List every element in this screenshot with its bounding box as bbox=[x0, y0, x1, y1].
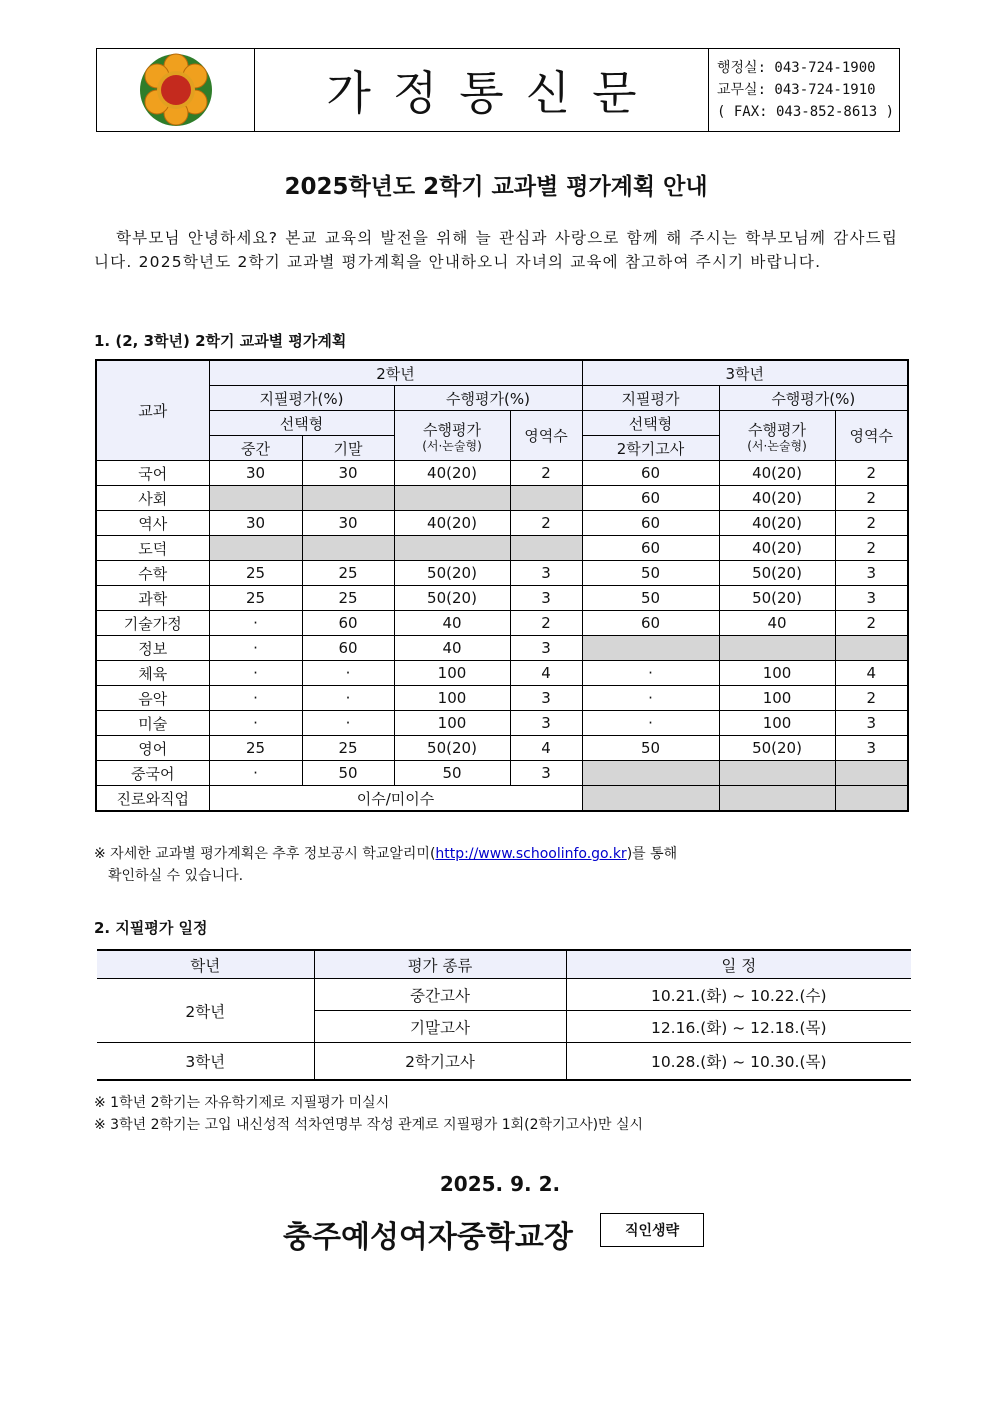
grade2-value-cell: 25 bbox=[302, 586, 394, 611]
school-logo-cell bbox=[97, 49, 286, 146]
grade2-value-cell: 40 bbox=[394, 611, 510, 636]
header-type: 평가 종류 bbox=[314, 950, 566, 979]
grade3-value-cell: 60 bbox=[582, 536, 719, 561]
header-g2-written: 지필평가(%) bbox=[209, 386, 394, 411]
grade3-value-cell: 3 bbox=[835, 736, 908, 761]
grade3-value-cell: 40(20) bbox=[719, 461, 835, 486]
grade2-value-cell: 3 bbox=[510, 686, 582, 711]
perf-eval-label: 수행평가 bbox=[748, 421, 807, 439]
grade2-value-cell: 30 bbox=[302, 511, 394, 536]
grade2-value-cell: 3 bbox=[510, 711, 582, 736]
note-line2: 확인하실 수 있습니다. bbox=[108, 868, 244, 884]
empty-cell bbox=[835, 636, 908, 661]
grade2-value-cell: 2 bbox=[510, 611, 582, 636]
header-final: 기말 bbox=[302, 436, 394, 461]
empty-cell bbox=[209, 536, 302, 561]
exam-schedule-table bbox=[97, 949, 911, 1081]
grade3-value-cell: 2 bbox=[835, 536, 908, 561]
header-grade: 학년 bbox=[97, 950, 314, 979]
section2-title: 2. 지필평가 일정 bbox=[94, 919, 208, 937]
header-subject: 교과 bbox=[96, 360, 209, 461]
empty-cell bbox=[510, 536, 582, 561]
grade2-value-cell: 50(20) bbox=[394, 736, 510, 761]
header-g2-areas: 영역수 bbox=[510, 411, 582, 461]
grade3-value-cell: · bbox=[582, 686, 719, 711]
note-suffix: )를 통해 bbox=[626, 846, 678, 862]
empty-cell bbox=[394, 536, 510, 561]
grade2-cell: 2학년 bbox=[97, 979, 314, 1043]
table-row bbox=[96, 611, 908, 636]
empty-cell bbox=[209, 486, 302, 511]
subject-cell: 미술 bbox=[96, 711, 209, 736]
grade3-value-cell: 2 bbox=[835, 611, 908, 636]
grade2-value-cell: 60 bbox=[302, 636, 394, 661]
contact-fax: ( FAX: 043-852-8613 ) bbox=[717, 104, 895, 120]
grade2-value-cell: · bbox=[209, 711, 302, 736]
letterhead bbox=[96, 48, 900, 146]
note-prefix: ※ 자세한 교과별 평가계획은 추후 정보공시 학교알리미( bbox=[94, 846, 436, 862]
grade3-value-cell: · bbox=[582, 711, 719, 736]
header-g3-perf-eval bbox=[719, 411, 835, 461]
grade3-value-cell: 2 bbox=[835, 511, 908, 536]
grade3-value-cell: 40(20) bbox=[719, 511, 835, 536]
grade3-value-cell: 3 bbox=[835, 586, 908, 611]
grade3-value-cell: 50(20) bbox=[719, 736, 835, 761]
subject-cell: 국어 bbox=[96, 461, 209, 486]
schedule-note-2: ※ 3학년 2학기는 고입 내신성적 석차연명부 작성 관계로 지필평가 1회(2학기고사)만 실시 bbox=[94, 1117, 644, 1133]
header-g3-areas: 영역수 bbox=[835, 411, 908, 461]
grade3-value-cell: 40(20) bbox=[719, 536, 835, 561]
grade2-value-cell: 40 bbox=[394, 636, 510, 661]
empty-cell bbox=[582, 636, 719, 661]
school-emblem-icon bbox=[138, 52, 214, 128]
subject-cell: 정보 bbox=[96, 636, 209, 661]
grade3-value-cell: 100 bbox=[719, 686, 835, 711]
subject-cell: 과학 bbox=[96, 586, 209, 611]
grade3-value-cell: 2 bbox=[835, 461, 908, 486]
grade3-value-cell: 50 bbox=[582, 736, 719, 761]
grade2-value-cell: · bbox=[209, 686, 302, 711]
table-row bbox=[96, 661, 908, 686]
grade3-value-cell: 40(20) bbox=[719, 486, 835, 511]
mid-dates-cell: 10.21.(화) ~ 10.22.(수) bbox=[566, 979, 911, 1011]
grade2-value-cell: 3 bbox=[510, 636, 582, 661]
grade3-value-cell: 60 bbox=[582, 461, 719, 486]
essay-label: (서·논술형) bbox=[422, 439, 482, 453]
grade2-value-cell: · bbox=[209, 636, 302, 661]
subject-cell: 음악 bbox=[96, 686, 209, 711]
final-exam-cell: 기말고사 bbox=[314, 1011, 566, 1043]
grade2-value-cell: 25 bbox=[209, 561, 302, 586]
empty-cell bbox=[302, 486, 394, 511]
grade2-value-cell: · bbox=[209, 761, 302, 786]
grade2-value-cell: 50 bbox=[302, 761, 394, 786]
final-dates-cell: 12.16.(화) ~ 12.18.(목) bbox=[566, 1011, 911, 1043]
grade2-value-cell: 40(20) bbox=[394, 511, 510, 536]
header-mid: 중간 bbox=[209, 436, 302, 461]
mid-exam-cell: 중간고사 bbox=[314, 979, 566, 1011]
grade3-value-cell: 50(20) bbox=[719, 586, 835, 611]
empty-cell bbox=[835, 786, 908, 812]
grade3-value-cell: 50 bbox=[582, 561, 719, 586]
subject-career: 진로와직업 bbox=[96, 786, 209, 812]
grade2-value-cell: 4 bbox=[510, 736, 582, 761]
grade3-value-cell: 4 bbox=[835, 661, 908, 686]
letter-title: 가정통신문 bbox=[326, 66, 659, 120]
grade3-value-cell: 2 bbox=[835, 486, 908, 511]
table-row bbox=[96, 536, 908, 561]
section1-title: 1. (2, 3학년) 2학기 교과별 평가계획 bbox=[94, 332, 347, 350]
grade3-value-cell: 50 bbox=[582, 586, 719, 611]
grade2-value-cell: 25 bbox=[302, 736, 394, 761]
table-row bbox=[96, 461, 908, 486]
contact-admin: 행정실: 043-724-1900 bbox=[717, 60, 876, 76]
term-exam-cell: 2학기고사 bbox=[314, 1043, 566, 1080]
grade2-value-cell: · bbox=[209, 611, 302, 636]
table-row bbox=[96, 561, 908, 586]
grade3-value-cell: 2 bbox=[835, 686, 908, 711]
subject-cell: 중국어 bbox=[96, 761, 209, 786]
term-dates-cell: 10.28.(화) ~ 10.30.(목) bbox=[566, 1043, 911, 1080]
evaluation-plan-table bbox=[95, 359, 909, 812]
subject-cell: 사회 bbox=[96, 486, 209, 511]
grade3-value-cell: 3 bbox=[835, 711, 908, 736]
grade2-value-cell: 50 bbox=[394, 761, 510, 786]
empty-cell bbox=[302, 536, 394, 561]
grade2-value-cell: 25 bbox=[209, 586, 302, 611]
subject-cell: 도덕 bbox=[96, 536, 209, 561]
header-g3-perf: 수행평가(%) bbox=[719, 386, 908, 411]
empty-cell bbox=[394, 486, 510, 511]
grade3-value-cell: 50(20) bbox=[719, 561, 835, 586]
empty-cell bbox=[719, 761, 835, 786]
grade2-value-cell: 50(20) bbox=[394, 561, 510, 586]
empty-cell bbox=[582, 761, 719, 786]
grade2-value-cell: 40(20) bbox=[394, 461, 510, 486]
grade2-value-cell: 3 bbox=[510, 586, 582, 611]
grade2-value-cell: 2 bbox=[510, 511, 582, 536]
grade2-value-cell: 2 bbox=[510, 461, 582, 486]
schedule-note-1: ※ 1학년 2학기는 자유학기제로 지필평가 미실시 bbox=[94, 1095, 390, 1111]
grade2-value-cell: 30 bbox=[302, 461, 394, 486]
letter-title-cell bbox=[255, 49, 709, 131]
subject-cell: 기술가정 bbox=[96, 611, 209, 636]
seal-omitted-box: 직인생략 bbox=[600, 1213, 704, 1247]
contact-info bbox=[709, 49, 899, 131]
table-row bbox=[96, 711, 908, 736]
intro-paragraph: 학부모님 안녕하세요? 본교 교육의 발전을 위해 늘 관심과 사랑으로 함께 해 주시는 학부모님께 감사드립니다. 2025학년도 2학기 교과별 평가계획을 안내하오니 자녀의 교육에 참고하여 주시기 바랍니다. bbox=[94, 229, 898, 271]
table-row bbox=[96, 686, 908, 711]
grade3-value-cell: 60 bbox=[582, 511, 719, 536]
grade2-value-cell: 25 bbox=[302, 561, 394, 586]
grade3-value-cell: 40 bbox=[719, 611, 835, 636]
grade3-value-cell: 60 bbox=[582, 611, 719, 636]
principal-signature: 충주예성여자중학교장 bbox=[283, 1220, 573, 1255]
subject-cell: 역사 bbox=[96, 511, 209, 536]
grade2-value-cell: 100 bbox=[394, 686, 510, 711]
essay-label: (서·논술형) bbox=[747, 439, 807, 453]
schoolinfo-link[interactable]: http://www.schoolinfo.go.kr bbox=[435, 846, 627, 862]
empty-cell bbox=[582, 786, 719, 812]
plan-note bbox=[94, 843, 904, 887]
document-title: 2025학년도 2학기 교과별 평가계획 안내 bbox=[284, 174, 708, 200]
header-grade3: 3학년 bbox=[582, 360, 908, 386]
subject-cell: 영어 bbox=[96, 736, 209, 761]
header-g2-selective: 선택형 bbox=[209, 411, 394, 436]
header-g3-written: 지필평가 bbox=[582, 386, 719, 411]
header-g2-perf: 수행평가(%) bbox=[394, 386, 582, 411]
grade2-value-cell: 3 bbox=[510, 561, 582, 586]
table-row bbox=[96, 761, 908, 786]
grade3-value-cell: 3 bbox=[835, 561, 908, 586]
grade2-value-cell: 30 bbox=[209, 511, 302, 536]
grade2-value-cell: 60 bbox=[302, 611, 394, 636]
table-row bbox=[96, 736, 908, 761]
grade2-value-cell: 4 bbox=[510, 661, 582, 686]
table-row bbox=[96, 511, 908, 536]
subject-cell: 수학 bbox=[96, 561, 209, 586]
table-row bbox=[96, 636, 908, 661]
grade2-value-cell: 50(20) bbox=[394, 586, 510, 611]
header-term-exam: 2학기고사 bbox=[582, 436, 719, 461]
header-schedule: 일 정 bbox=[566, 950, 911, 979]
grade2-value-cell: 100 bbox=[394, 711, 510, 736]
career-result: 이수/미이수 bbox=[209, 786, 582, 812]
grade3-value-cell: 100 bbox=[719, 661, 835, 686]
grade2-value-cell: 30 bbox=[209, 461, 302, 486]
table-row bbox=[96, 586, 908, 611]
empty-cell bbox=[835, 761, 908, 786]
grade2-value-cell: · bbox=[209, 661, 302, 686]
grade3-cell: 3학년 bbox=[97, 1043, 314, 1080]
grade3-value-cell: 100 bbox=[719, 711, 835, 736]
grade2-value-cell: 3 bbox=[510, 761, 582, 786]
grade3-value-cell: · bbox=[582, 661, 719, 686]
contact-academic: 교무실: 043-724-1910 bbox=[717, 82, 876, 98]
grade2-value-cell: · bbox=[302, 661, 394, 686]
issue-date: 2025. 9. 2. bbox=[439, 1172, 561, 1196]
header-g3-selective: 선택형 bbox=[582, 411, 719, 436]
logo-text: 예성 bbox=[266, 135, 286, 146]
empty-cell bbox=[719, 786, 835, 812]
grade2-value-cell: · bbox=[302, 686, 394, 711]
table-row bbox=[96, 486, 908, 511]
subject-cell: 체육 bbox=[96, 661, 209, 686]
grade3-value-cell: 60 bbox=[582, 486, 719, 511]
perf-eval-label: 수행평가 bbox=[423, 421, 481, 439]
grade2-value-cell: 25 bbox=[209, 736, 302, 761]
grade2-value-cell: · bbox=[302, 711, 394, 736]
empty-cell bbox=[510, 486, 582, 511]
empty-cell bbox=[719, 636, 835, 661]
schedule-notes bbox=[94, 1092, 643, 1136]
header-g2-perf-eval bbox=[394, 411, 510, 461]
header-grade2: 2학년 bbox=[209, 360, 582, 386]
grade2-value-cell: 100 bbox=[394, 661, 510, 686]
